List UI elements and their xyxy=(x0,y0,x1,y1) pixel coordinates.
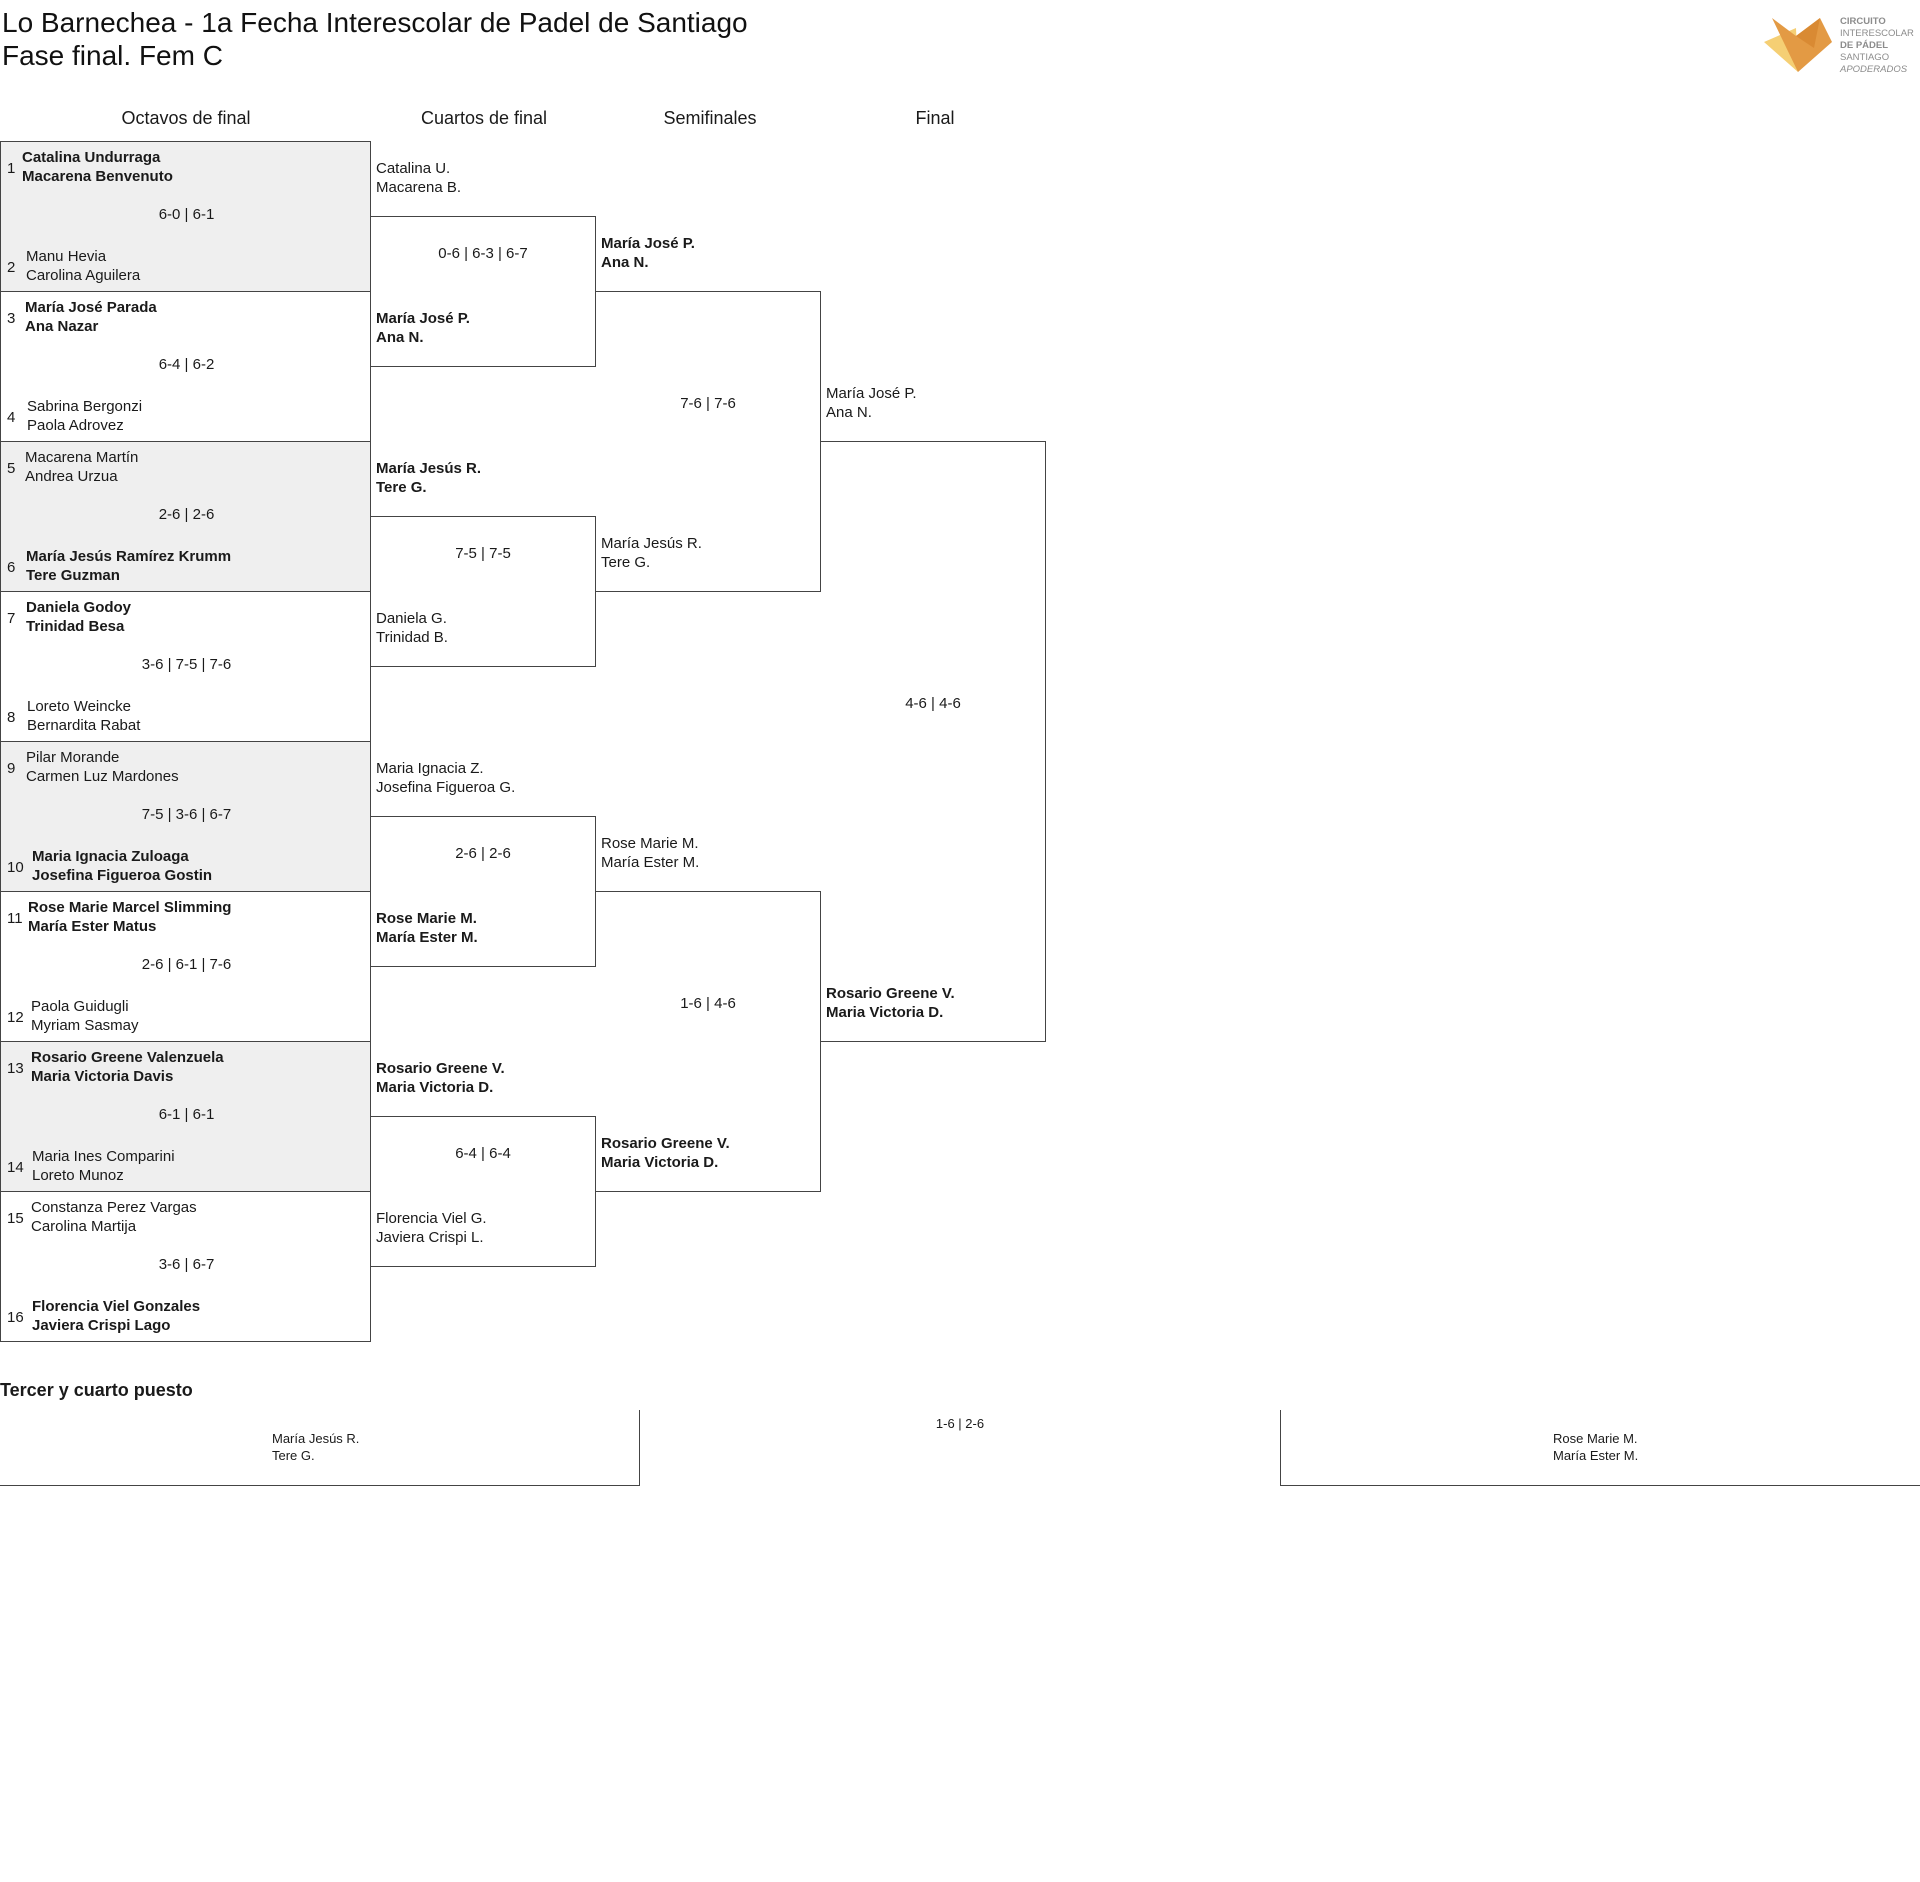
match-score: 1-6 | 2-6 xyxy=(935,1416,985,1431)
seed-number: 9 xyxy=(7,760,16,777)
match-score: 6-4 | 6-2 xyxy=(158,356,215,373)
seed-number: 7 xyxy=(7,610,16,627)
team-name: María Jesús R. Tere G. xyxy=(601,535,702,571)
seed-number: 14 xyxy=(7,1159,24,1176)
seed-number: 2 xyxy=(7,259,16,276)
match-r16-1 xyxy=(0,141,371,292)
round-header-qf: Cuartos de final xyxy=(420,108,548,128)
team-name: Daniela G. Trinidad B. xyxy=(376,610,448,646)
match-score: 2-6 | 2-6 xyxy=(455,845,511,862)
logo-line-3: DE PÁDEL xyxy=(1840,40,1889,51)
page-title xyxy=(2,6,748,72)
round-header-r16: Octavos de final xyxy=(121,108,251,128)
team-name: Rose Marie M. María Ester M. xyxy=(376,910,478,946)
seed-number: 8 xyxy=(7,709,16,726)
seed-number: 12 xyxy=(7,1009,24,1026)
logo-line-4: SANTIAGO xyxy=(1840,52,1890,63)
match-score: 6-0 | 6-1 xyxy=(158,206,215,223)
match-r16-8 xyxy=(0,1191,371,1342)
match-score: 7-6 | 7-6 xyxy=(680,395,736,412)
team-name: Constanza Perez Vargas Carolina Martija xyxy=(31,1199,197,1235)
match-score: 7-5 | 3-6 | 6-7 xyxy=(141,806,232,823)
seed-number: 10 xyxy=(7,859,24,876)
team-name: Catalina U. Macarena B. xyxy=(376,160,462,196)
logo-line-5: APODERADOS xyxy=(1840,64,1908,75)
match-score: 3-6 | 6-7 xyxy=(158,1256,215,1273)
team-name: Catalina Undurraga Macarena Benvenuto xyxy=(22,149,173,185)
logo-text xyxy=(1840,16,1914,76)
match-score: 2-6 | 6-1 | 7-6 xyxy=(141,956,232,973)
circuit-logo xyxy=(1762,14,1920,76)
team-name: Rosario Greene Valenzuela Maria Victoria Davis xyxy=(31,1049,224,1085)
seed-number: 15 xyxy=(7,1210,24,1227)
team-name: Paola Guidugli Myriam Sasmay xyxy=(31,998,139,1034)
team-name: Florencia Viel Gonzales Javiera Crispi Lago xyxy=(32,1298,201,1334)
match-r16-2 xyxy=(0,291,371,442)
match-score: 7-5 | 7-5 xyxy=(455,545,511,562)
match-score: 6-1 | 6-1 xyxy=(158,1106,215,1123)
match-score: 4-6 | 4-6 xyxy=(905,695,961,712)
seed-number: 4 xyxy=(7,409,16,426)
fox-logo-icon xyxy=(1762,14,1838,76)
team-name: Maria Ignacia Z. Josefina Figueroa G. xyxy=(376,760,516,796)
seed-number: 13 xyxy=(7,1060,24,1077)
team-name: María José P. Ana N. xyxy=(826,385,917,421)
team-name: María Jesús R. Tere G. xyxy=(376,460,482,496)
team-name: Manu Hevia Carolina Aguilera xyxy=(26,248,141,284)
match-score: 1-6 | 4-6 xyxy=(680,995,736,1012)
title-line-2: Fase final. Fem C xyxy=(2,40,223,71)
match-score: 6-4 | 6-4 xyxy=(455,1145,511,1162)
title-line-1: Lo Barnechea - 1a Fecha Interescolar de Padel de Santiago xyxy=(2,7,748,38)
team-name: Loreto Weincke Bernardita Rabat xyxy=(27,698,141,734)
seed-number: 5 xyxy=(7,460,16,477)
team-name: Daniela Godoy Trinidad Besa xyxy=(26,599,132,635)
round-header-sf: Semifinales xyxy=(663,108,757,128)
seed-number: 11 xyxy=(7,910,23,927)
match-r16-3 xyxy=(0,441,371,592)
seed-number: 3 xyxy=(7,310,16,327)
team-name: María José P. Ana N. xyxy=(601,235,695,271)
team-name: Rose Marie M. María Ester M. xyxy=(601,835,700,871)
team-name: Rose Marie Marcel Slimming María Ester Matus xyxy=(28,899,232,935)
match-score: 2-6 | 2-6 xyxy=(158,506,215,523)
seed-number: 1 xyxy=(7,160,16,177)
team-name: Maria Ignacia Zuloaga Josefina Figueroa Gostin xyxy=(32,848,213,884)
team-name: Sabrina Bergonzi Paola Adrovez xyxy=(27,398,143,434)
team-name: María Jesús R. Tere G. xyxy=(272,1431,360,1463)
team-name: Rosario Greene V. Maria Victoria D. xyxy=(376,1060,505,1096)
match-r16-6 xyxy=(0,891,371,1042)
team-name: Rosario Greene V. Maria Victoria D. xyxy=(826,985,955,1021)
logo-line-1: CIRCUITO xyxy=(1840,16,1886,27)
team-name: María Jesús Ramírez Krumm Tere Guzman xyxy=(26,548,232,584)
third-place-title: Tercer y cuarto puesto xyxy=(0,1380,193,1400)
seed-number: 6 xyxy=(7,559,16,576)
seed-number: 16 xyxy=(7,1309,24,1326)
match-r16-5 xyxy=(0,741,371,892)
final-connector xyxy=(820,441,1046,1042)
team-name: Maria Ines Comparini Loreto Munoz xyxy=(32,1148,175,1184)
logo-line-2: INTERESCOLAR xyxy=(1840,28,1914,39)
team-name: María José P. Ana N. xyxy=(376,310,470,346)
team-name: María José Parada Ana Nazar xyxy=(25,299,157,335)
match-score: 3-6 | 7-5 | 7-6 xyxy=(141,656,232,673)
team-name: Florencia Viel G. Javiera Crispi L. xyxy=(376,1210,487,1246)
match-r16-7 xyxy=(0,1041,371,1192)
match-score: 0-6 | 6-3 | 6-7 xyxy=(438,245,528,262)
team-name: Macarena Martín Andrea Urzua xyxy=(25,449,139,485)
team-name: Pilar Morande Carmen Luz Mardones xyxy=(26,749,179,785)
team-name: Rose Marie M. María Ester M. xyxy=(1553,1431,1639,1463)
team-name: Rosario Greene V. Maria Victoria D. xyxy=(601,1135,730,1171)
match-r16-4 xyxy=(0,591,371,742)
round-header-final: Final xyxy=(915,108,955,128)
